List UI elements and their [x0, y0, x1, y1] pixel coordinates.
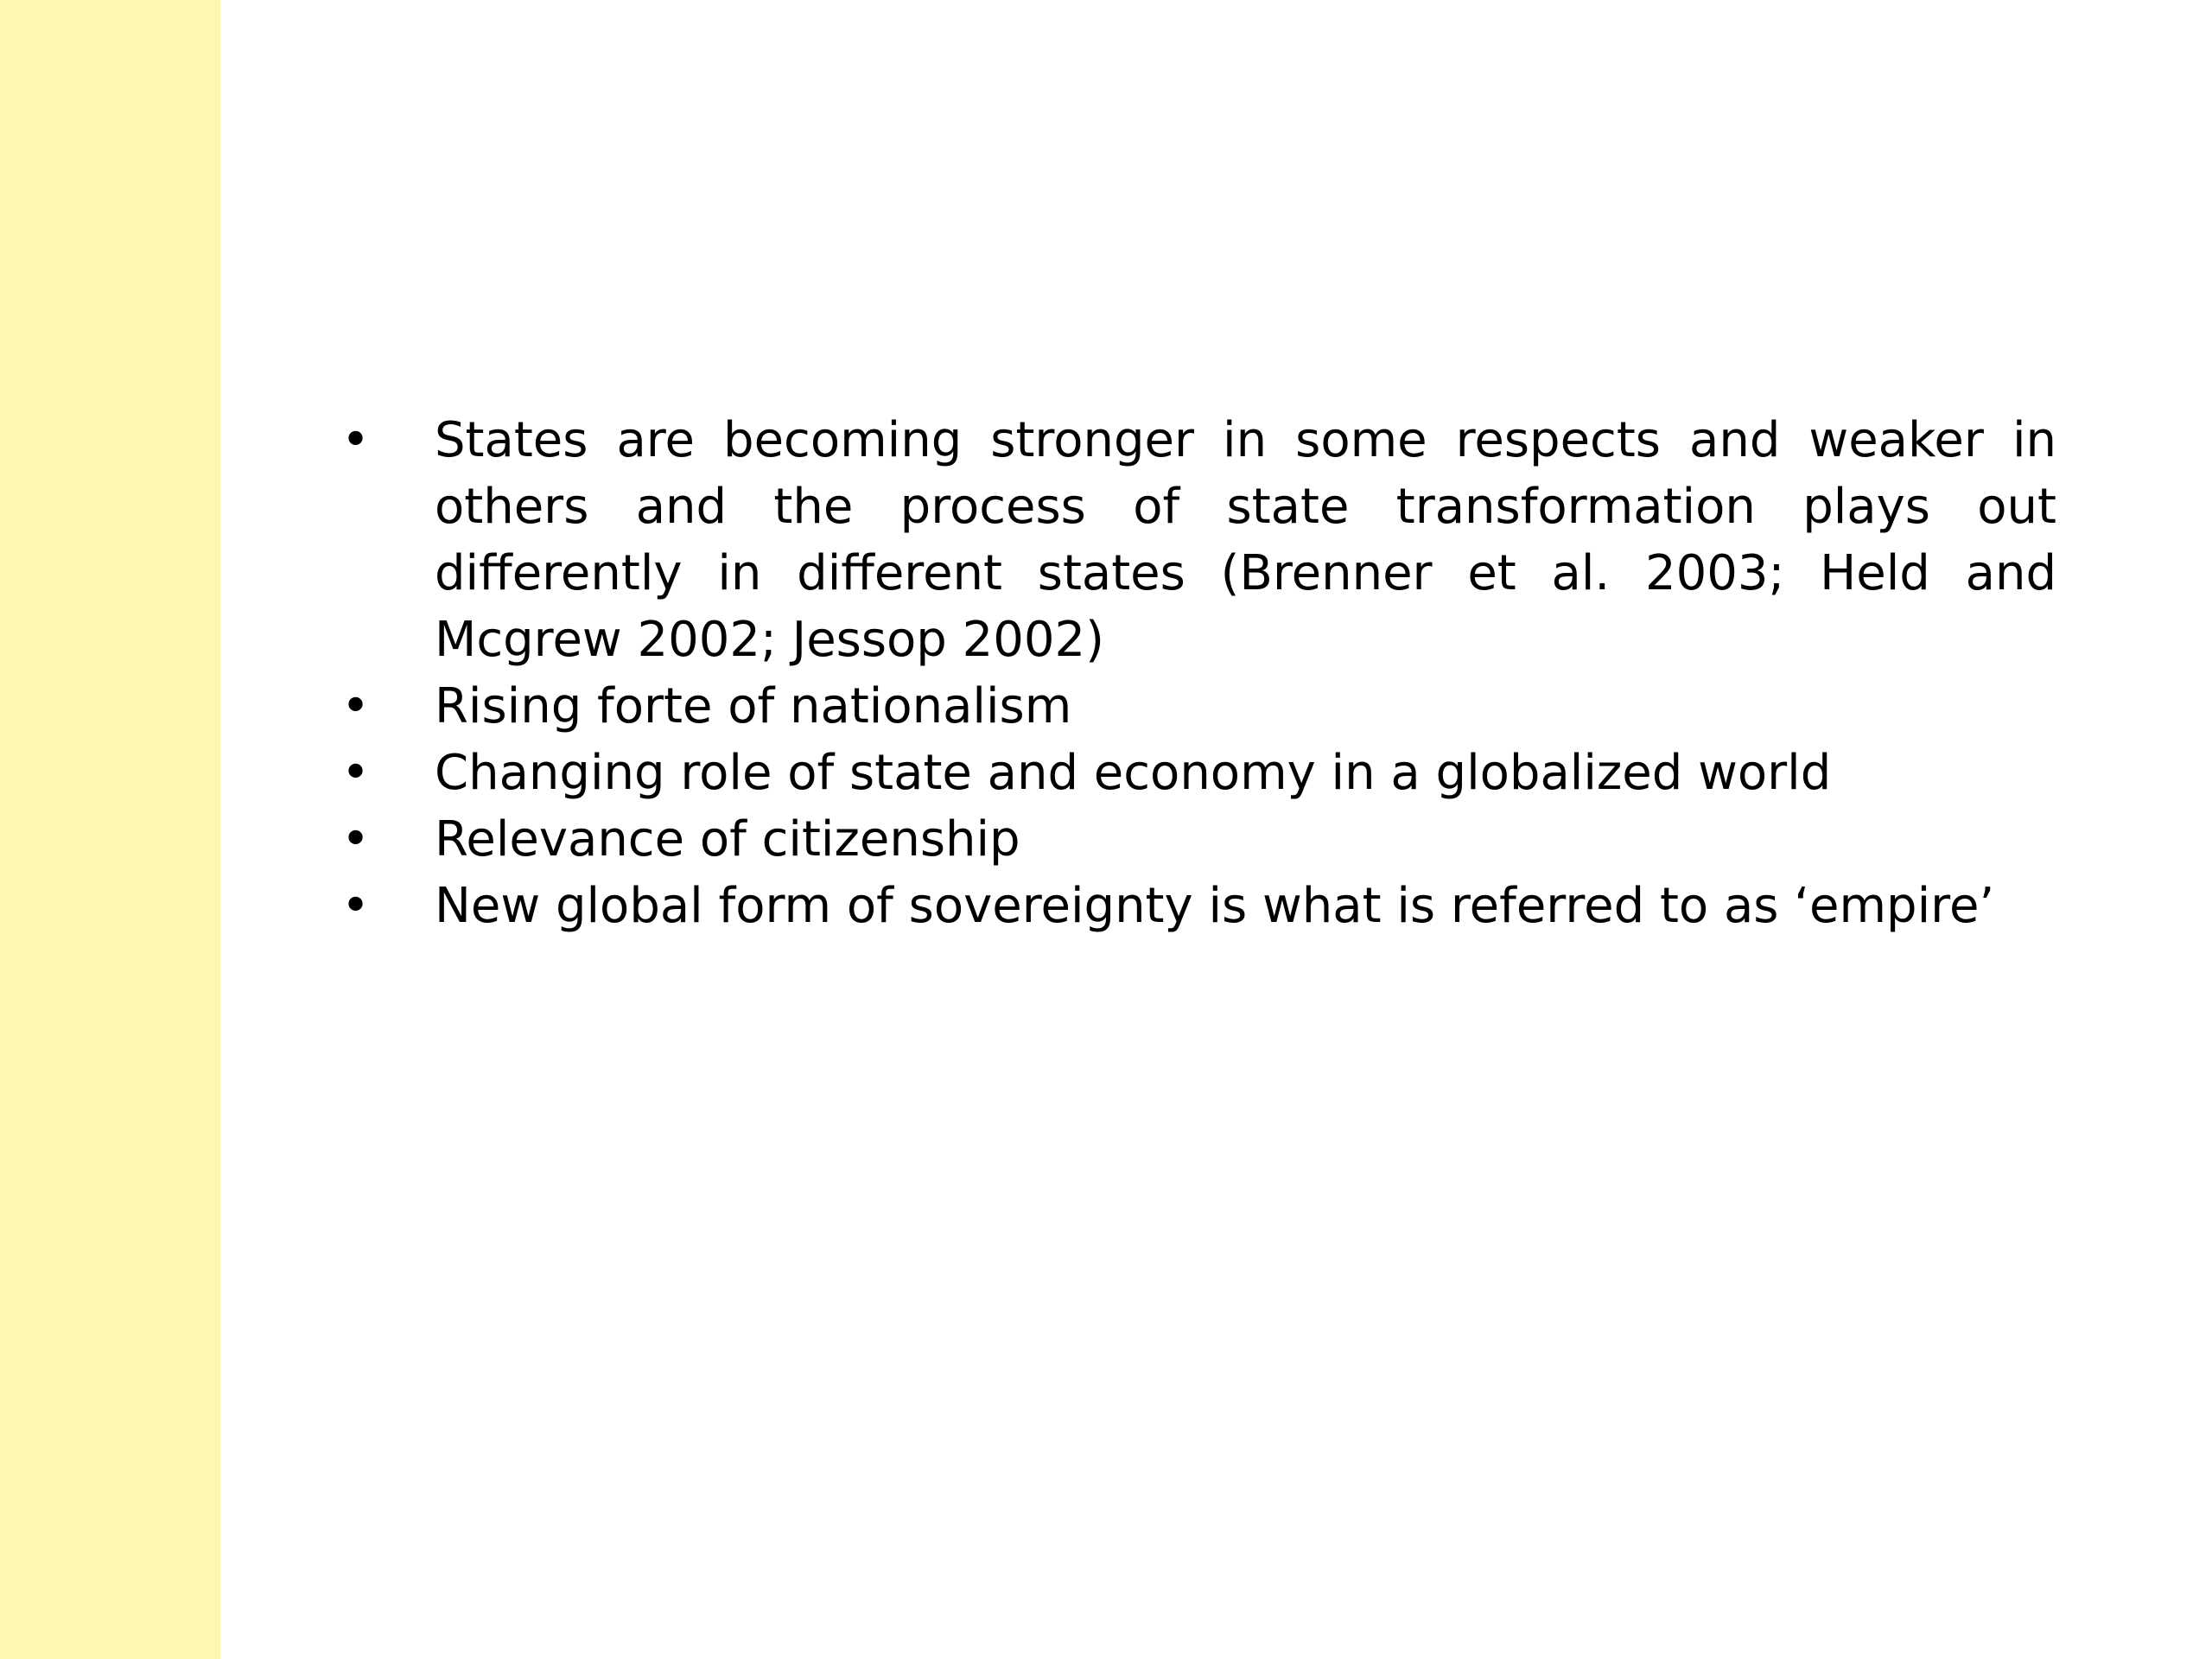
bullet-item [341, 740, 2056, 806]
bullet-text: Rising forte of nationalism [435, 678, 1072, 734]
bullet-icon: • [341, 878, 371, 934]
slide-content [341, 407, 2056, 939]
bullet-icon: • [341, 412, 371, 468]
bullet-icon: • [341, 811, 371, 868]
bullet-text: New global form of sovereignty is what is referred to as ‘empire’ [435, 878, 1995, 934]
bullet-item [341, 806, 2056, 873]
left-accent-band [0, 0, 220, 1659]
bullet-item [341, 407, 2056, 673]
bullet-text: States are becoming stronger in some respects and weaker in others and the process of state transformation plays out differently in different states (Brenner et al. 2003; Held and Mcgrew 2002; Jessop 2002) [435, 412, 2056, 668]
bullet-item [341, 873, 2056, 939]
bullet-item [341, 673, 2056, 740]
bullet-list [341, 407, 2056, 939]
bullet-icon: • [341, 745, 371, 801]
bullet-text: Relevance of citizenship [435, 811, 1020, 868]
bullet-icon: • [341, 678, 371, 734]
bullet-text: Changing role of state and economy in a globalized world [435, 745, 1832, 801]
